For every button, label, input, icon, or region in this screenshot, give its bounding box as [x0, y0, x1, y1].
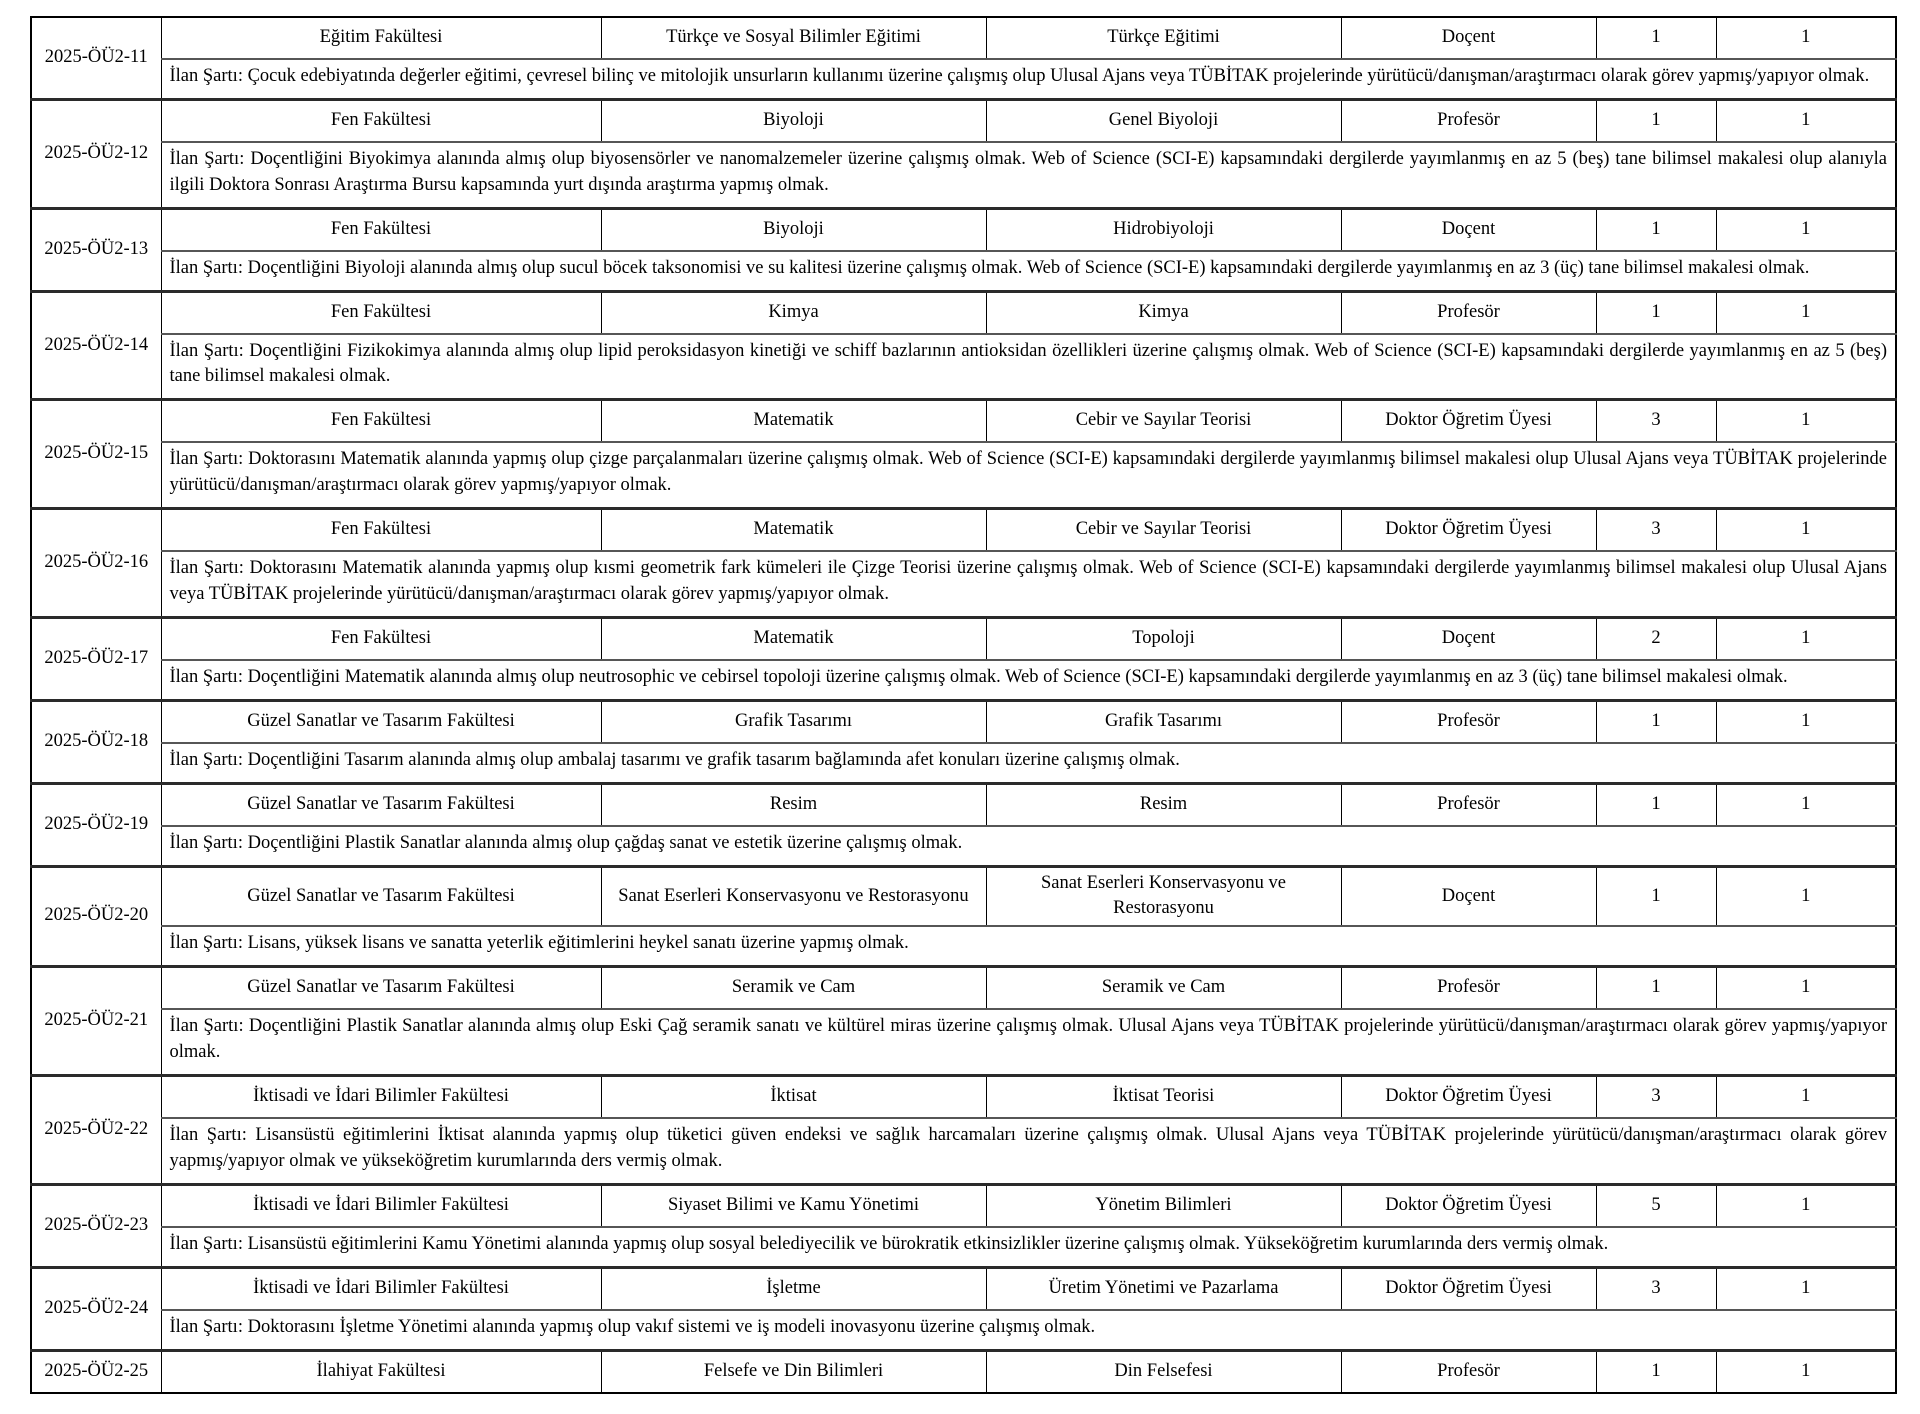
posting-condition-cell: İlan Şartı: Doçentliğini Plastik Sanatlar alanında almış olup Eski Çağ seramik sanatı ve kültürel miras üzerine çalışmış olmak. Ulusal Ajans veya TÜBİTAK projelerinde yürütücü/danışman/araştırmacı olarak görev yapmış/yapıyor olmak.	[161, 1009, 1896, 1075]
faculty-cell: Fen Fakültesi	[161, 291, 601, 334]
posting-condition-cell: İlan Şartı: Doçentliğini Tasarım alanında almış olup ambalaj tasarımı ve grafik tasarım bağlamında afet konuları üzerine çalışmış olmak.	[161, 743, 1896, 783]
job-postings-table	[30, 16, 1897, 1394]
quota-count-cell: 1	[1716, 700, 1896, 743]
faculty-cell: İktisadi ve İdari Bilimler Fakültesi	[161, 1267, 601, 1310]
position-count-cell: 1	[1596, 17, 1716, 59]
faculty-cell: Güzel Sanatlar ve Tasarım Fakültesi	[161, 967, 601, 1010]
quota-count-cell: 1	[1716, 17, 1896, 59]
condition-row	[31, 1310, 1896, 1350]
posting-condition-cell: İlan Şartı: Lisans, yüksek lisans ve sanatta yeterlik eğitimlerini heykel sanatı üzerine yapmış olmak.	[161, 926, 1896, 966]
quota-count-cell: 1	[1716, 208, 1896, 251]
posting-condition-cell: İlan Şartı: Doktorasını İşletme Yönetimi alanında yapmış olup vakıf sistemi ve iş modeli inovasyonu üzerine çalışmış olmak.	[161, 1310, 1896, 1350]
position-count-cell: 1	[1596, 208, 1716, 251]
posting-condition-cell: İlan Şartı: Doçentliğini Biyoloji alanında almış olup sucul böcek taksonomisi ve su kalitesi üzerine çalışmış olmak. Web of Science (SCI-E) kapsamındaki dergilerde yayımlanmış en az 3 (üç) tane bilimsel makalesi olmak.	[161, 251, 1896, 291]
field-cell: Seramik ve Cam	[986, 967, 1341, 1010]
posting-id-cell: 2025-ÖÜ2-19	[31, 783, 161, 866]
condition-row	[31, 1009, 1896, 1075]
field-cell: Yönetim Bilimleri	[986, 1184, 1341, 1227]
faculty-cell: Güzel Sanatlar ve Tasarım Fakültesi	[161, 866, 601, 926]
academic-title-cell: Profesör	[1341, 700, 1596, 743]
position-count-cell: 1	[1596, 291, 1716, 334]
faculty-cell: Fen Fakültesi	[161, 617, 601, 660]
field-cell: Cebir ve Sayılar Teorisi	[986, 509, 1341, 552]
condition-row	[31, 251, 1896, 291]
posting-condition-cell: İlan Şartı: Doçentliğini Matematik alanında almış olup neutrosophic ve cebirsel topoloji üzerine çalışmış olmak. Web of Science (SCI-E) kapsamındaki dergilerde yayımlanmış en az 3 (üç) tane bilimsel makalesi olmak.	[161, 660, 1896, 700]
table-row	[31, 208, 1896, 251]
posting-id-cell: 2025-ÖÜ2-16	[31, 509, 161, 618]
academic-title-cell: Doçent	[1341, 17, 1596, 59]
field-cell: Grafik Tasarımı	[986, 700, 1341, 743]
department-cell: Matematik	[601, 509, 986, 552]
table-row	[31, 783, 1896, 826]
faculty-cell: Güzel Sanatlar ve Tasarım Fakültesi	[161, 700, 601, 743]
faculty-cell: İlahiyat Fakültesi	[161, 1350, 601, 1393]
department-cell: Seramik ve Cam	[601, 967, 986, 1010]
field-cell: Cebir ve Sayılar Teorisi	[986, 400, 1341, 443]
posting-id-cell: 2025-ÖÜ2-20	[31, 866, 161, 967]
field-cell: Resim	[986, 783, 1341, 826]
quota-count-cell: 1	[1716, 509, 1896, 552]
academic-title-cell: Doçent	[1341, 617, 1596, 660]
posting-condition-cell: İlan Şartı: Doktorasını Matematik alanında yapmış olup kısmi geometrik fark kümeleri ile Çizge Teorisi üzerine çalışmış olmak. Web of Science (SCI-E) kapsamındaki dergilerde yayımlanmış bilimsel makalesi olup Ulusal Ajans veya TÜBİTAK projelerinde yürütücü/danışman/araştırmacı olarak görev yapmış/yapıyor olmak.	[161, 551, 1896, 617]
posting-condition-cell: İlan Şartı: Doçentliğini Biyokimya alanında almış olup biyosensörler ve nanomalzemeler üzerine çalışmış olmak. Web of Science (SCI-E) kapsamındaki dergilerde yayımlanmış en az 5 (beş) tane bilimsel makalesi olup alanıyla ilgili Doktora Sonrası Araştırma Bursu kapsamında yurt dışında araştırma yapmış olmak.	[161, 142, 1896, 208]
position-count-cell: 1	[1596, 866, 1716, 926]
position-count-cell: 3	[1596, 400, 1716, 443]
position-count-cell: 3	[1596, 1267, 1716, 1310]
table-row	[31, 17, 1896, 59]
field-cell: Türkçe Eğitimi	[986, 17, 1341, 59]
faculty-cell: Fen Fakültesi	[161, 400, 601, 443]
condition-row	[31, 926, 1896, 966]
position-count-cell: 1	[1596, 967, 1716, 1010]
quota-count-cell: 1	[1716, 99, 1896, 142]
quota-count-cell: 1	[1716, 1267, 1896, 1310]
job-postings-body	[31, 17, 1896, 1393]
posting-id-cell: 2025-ÖÜ2-11	[31, 17, 161, 99]
faculty-cell: İktisadi ve İdari Bilimler Fakültesi	[161, 1076, 601, 1119]
position-count-cell: 3	[1596, 1076, 1716, 1119]
condition-row	[31, 142, 1896, 208]
condition-row	[31, 59, 1896, 99]
posting-id-cell: 2025-ÖÜ2-17	[31, 617, 161, 700]
quota-count-cell: 1	[1716, 1076, 1896, 1119]
academic-title-cell: Doktor Öğretim Üyesi	[1341, 1267, 1596, 1310]
posting-condition-cell: İlan Şartı: Lisansüstü eğitimlerini Kamu Yönetimi alanında yapmış olup sosyal belediyecilik ve bürokratik etkinsizlikler üzerine çalışmış olmak. Yükseköğretim kurumlarında ders vermiş olmak.	[161, 1227, 1896, 1267]
condition-row	[31, 551, 1896, 617]
posting-id-cell: 2025-ÖÜ2-25	[31, 1350, 161, 1393]
academic-title-cell: Profesör	[1341, 99, 1596, 142]
posting-id-cell: 2025-ÖÜ2-15	[31, 400, 161, 509]
field-cell: Kimya	[986, 291, 1341, 334]
department-cell: Matematik	[601, 617, 986, 660]
department-cell: Grafik Tasarımı	[601, 700, 986, 743]
position-count-cell: 1	[1596, 1350, 1716, 1393]
table-row	[31, 1184, 1896, 1227]
table-row	[31, 99, 1896, 142]
faculty-cell: Fen Fakültesi	[161, 509, 601, 552]
quota-count-cell: 1	[1716, 1350, 1896, 1393]
quota-count-cell: 1	[1716, 400, 1896, 443]
table-row	[31, 1267, 1896, 1310]
academic-title-cell: Doçent	[1341, 208, 1596, 251]
quota-count-cell: 1	[1716, 967, 1896, 1010]
table-row	[31, 967, 1896, 1010]
field-cell: Üretim Yönetimi ve Pazarlama	[986, 1267, 1341, 1310]
table-row	[31, 700, 1896, 743]
posting-condition-cell: İlan Şartı: Doçentliğini Fizikokimya alanında almış olup lipid peroksidasyon kinetiği ve schiff bazlarının antioksidan özellikleri üzerine çalışmış olmak. Web of Science (SCI-E) kapsamındaki dergilerde yayımlanmış en az 5 (beş) tane bilimsel makalesi olmak.	[161, 334, 1896, 400]
posting-condition-cell: İlan Şartı: Çocuk edebiyatında değerler eğitimi, çevresel bilinç ve mitolojik unsurların kullanımı üzerine çalışmış olup Ulusal Ajans veya TÜBİTAK projelerinde yürütücü/danışman/araştırmacı olarak görev yapmış/yapıyor olmak.	[161, 59, 1896, 99]
posting-condition-cell: İlan Şartı: Doktorasını Matematik alanında yapmış olup çizge parçalanmaları üzerine çalışmış olmak. Web of Science (SCI-E) kapsamındaki dergilerde yayımlanmış bilimsel makalesi olup Ulusal Ajans veya TÜBİTAK projelerinde yürütücü/danışman/araştırmacı olarak görev yapmış/yapıyor olmak.	[161, 442, 1896, 508]
faculty-cell: İktisadi ve İdari Bilimler Fakültesi	[161, 1184, 601, 1227]
posting-id-cell: 2025-ÖÜ2-21	[31, 967, 161, 1076]
faculty-cell: Fen Fakültesi	[161, 99, 601, 142]
quota-count-cell: 1	[1716, 866, 1896, 926]
department-cell: Türkçe ve Sosyal Bilimler Eğitimi	[601, 17, 986, 59]
quota-count-cell: 1	[1716, 1184, 1896, 1227]
department-cell: Felsefe ve Din Bilimleri	[601, 1350, 986, 1393]
condition-row	[31, 1227, 1896, 1267]
position-count-cell: 1	[1596, 700, 1716, 743]
field-cell: Din Felsefesi	[986, 1350, 1341, 1393]
table-row	[31, 1350, 1896, 1393]
department-cell: İşletme	[601, 1267, 986, 1310]
department-cell: Siyaset Bilimi ve Kamu Yönetimi	[601, 1184, 986, 1227]
posting-condition-cell: İlan Şartı: Doçentliğini Plastik Sanatlar alanında almış olup çağdaş sanat ve estetik üzerine çalışmış olmak.	[161, 826, 1896, 866]
department-cell: Kimya	[601, 291, 986, 334]
academic-title-cell: Profesör	[1341, 967, 1596, 1010]
posting-id-cell: 2025-ÖÜ2-18	[31, 700, 161, 783]
academic-title-cell: Profesör	[1341, 1350, 1596, 1393]
position-count-cell: 3	[1596, 509, 1716, 552]
condition-row	[31, 1118, 1896, 1184]
field-cell: Sanat Eserleri Konservasyonu ve Restorasyonu	[986, 866, 1341, 926]
department-cell: Resim	[601, 783, 986, 826]
academic-title-cell: Doktor Öğretim Üyesi	[1341, 509, 1596, 552]
position-count-cell: 5	[1596, 1184, 1716, 1227]
table-row	[31, 1076, 1896, 1119]
department-cell: Matematik	[601, 400, 986, 443]
field-cell: İktisat Teorisi	[986, 1076, 1341, 1119]
position-count-cell: 2	[1596, 617, 1716, 660]
condition-row	[31, 826, 1896, 866]
academic-title-cell: Doçent	[1341, 866, 1596, 926]
academic-title-cell: Profesör	[1341, 291, 1596, 334]
faculty-cell: Güzel Sanatlar ve Tasarım Fakültesi	[161, 783, 601, 826]
quota-count-cell: 1	[1716, 617, 1896, 660]
condition-row	[31, 660, 1896, 700]
posting-condition-cell: İlan Şartı: Lisansüstü eğitimlerini İktisat alanında yapmış olup tüketici güven endeksi ve sağlık harcamaları üzerine çalışmış olmak. Ulusal Ajans veya TÜBİTAK projelerinde yürütücü/danışman/araştırmacı olarak görev yapmış/yapıyor olmak ve yükseköğretim kurumlarında ders vermiş olmak.	[161, 1118, 1896, 1184]
posting-id-cell: 2025-ÖÜ2-13	[31, 208, 161, 291]
academic-title-cell: Doktor Öğretim Üyesi	[1341, 1184, 1596, 1227]
posting-id-cell: 2025-ÖÜ2-12	[31, 99, 161, 208]
table-row	[31, 509, 1896, 552]
condition-row	[31, 743, 1896, 783]
position-count-cell: 1	[1596, 783, 1716, 826]
table-row	[31, 400, 1896, 443]
academic-title-cell: Doktor Öğretim Üyesi	[1341, 400, 1596, 443]
condition-row	[31, 334, 1896, 400]
quota-count-cell: 1	[1716, 783, 1896, 826]
table-row	[31, 866, 1896, 926]
posting-id-cell: 2025-ÖÜ2-24	[31, 1267, 161, 1350]
table-row	[31, 617, 1896, 660]
faculty-cell: Eğitim Fakültesi	[161, 17, 601, 59]
table-row	[31, 291, 1896, 334]
department-cell: Biyoloji	[601, 208, 986, 251]
academic-title-cell: Doktor Öğretim Üyesi	[1341, 1076, 1596, 1119]
posting-id-cell: 2025-ÖÜ2-22	[31, 1076, 161, 1185]
posting-id-cell: 2025-ÖÜ2-23	[31, 1184, 161, 1267]
condition-row	[31, 442, 1896, 508]
field-cell: Topoloji	[986, 617, 1341, 660]
department-cell: Sanat Eserleri Konservasyonu ve Restorasyonu	[601, 866, 986, 926]
department-cell: İktisat	[601, 1076, 986, 1119]
position-count-cell: 1	[1596, 99, 1716, 142]
quota-count-cell: 1	[1716, 291, 1896, 334]
academic-title-cell: Profesör	[1341, 783, 1596, 826]
department-cell: Biyoloji	[601, 99, 986, 142]
faculty-cell: Fen Fakültesi	[161, 208, 601, 251]
posting-id-cell: 2025-ÖÜ2-14	[31, 291, 161, 400]
field-cell: Genel Biyoloji	[986, 99, 1341, 142]
field-cell: Hidrobiyoloji	[986, 208, 1341, 251]
